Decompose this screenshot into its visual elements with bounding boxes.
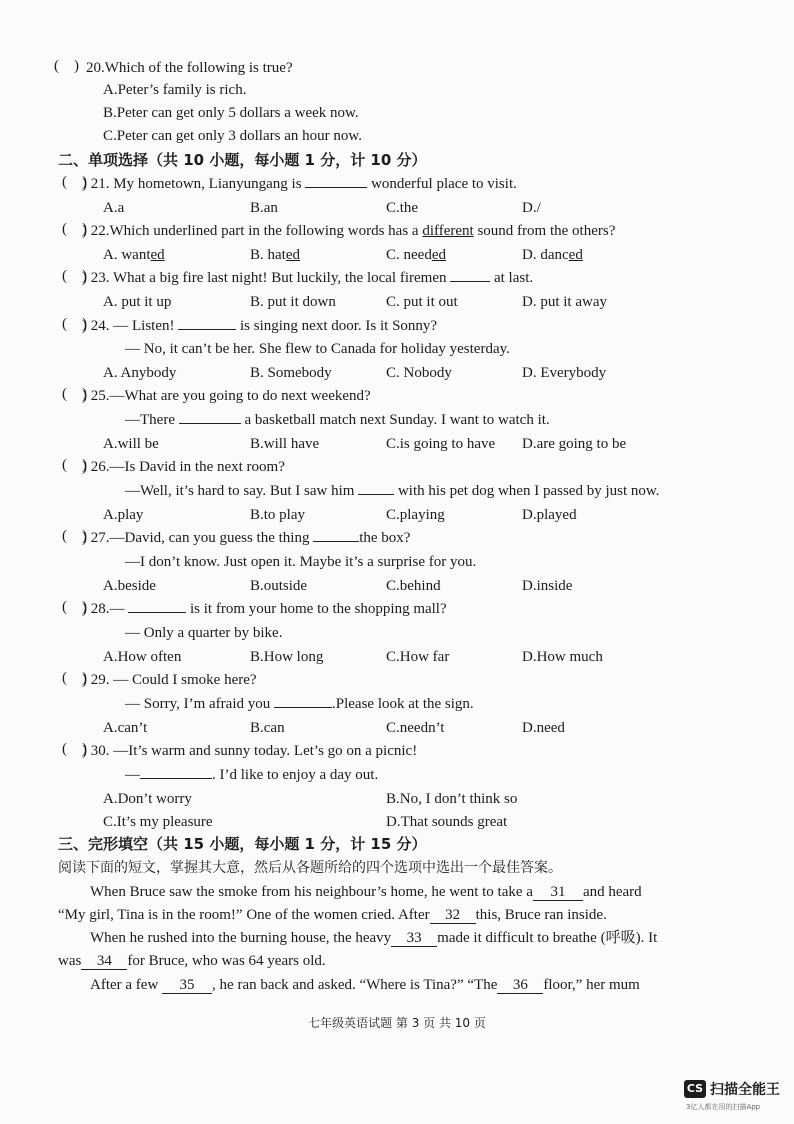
answer-blank [140,778,212,779]
answer-paren: ( ) [54,58,79,74]
q29-option-a: A.can’t [103,720,148,736]
q29-option-c: C.needn’t [386,720,445,736]
q23-option-c: C. put it out [386,294,458,310]
question-27-stem: ) 27.—David, can you guess the thing the box? [82,530,411,546]
blank-32: 32 [430,907,476,924]
passage-line-4: was 34 for Bruce, who was 64 years old. [58,953,326,969]
passage-line-3: When he rushed into the burning house, the heavy 33 made it difficult to breathe (呼吸). It [90,930,658,946]
blank-36: 36 [497,977,543,994]
q20-option-b: B.Peter can get only 5 dollars a week now. [103,105,359,121]
answer-paren: ( ) [62,386,87,402]
q23-option-a: A. put it up [103,294,172,310]
q27-option-d: D.inside [522,578,573,594]
question-30-stem: ) 30. —It’s warm and sunny today. Let’s go on a picnic! [82,743,418,759]
q24-option-a: A. Anybody [103,365,177,381]
q22-option-a: A. wanted [103,247,165,263]
answer-paren: ( ) [62,528,87,544]
question-29-reply: — Sorry, I’m afraid you .Please look at the sign. [125,696,474,712]
q30-option-c: C.It’s my pleasure [103,814,213,830]
q24-option-d: D. Everybody [522,365,607,381]
page-footer: 七年级英语试题 第 3 页 共 10 页 [308,1016,486,1030]
answer-paren: ( ) [62,221,87,237]
q23-option-b: B. put it down [250,294,336,310]
scanner-app-name: 扫描全能王 [710,1082,780,1098]
q27-option-b: B.outside [250,578,308,594]
answer-blank [178,329,236,330]
q30-option-b: B.No, I don’t think so [386,791,518,807]
answer-paren: ( ) [62,457,87,473]
q22-option-d: D. danced [522,247,583,263]
question-29-stem: ) 29. — Could I smoke here? [82,672,257,688]
q30-option-d: D.That sounds great [386,814,508,830]
q29-option-d: D.need [522,720,565,736]
question-24-reply: — No, it can’t be her. She flew to Canada for holiday yesterday. [125,341,510,357]
q30-option-a: A.Don’t worry [103,791,192,807]
q28-option-c: C.How far [386,649,450,665]
q22-option-c: C. needed [386,247,446,263]
q21-option-d: D./ [522,200,541,216]
question-25-stem: ) 25.—What are you going to do next weekend? [82,388,371,404]
q25-option-c: C.is going to have [386,436,496,452]
passage-line-2: “My girl, Tina is in the room!” One of the women cried. After 32 this, Bruce ran inside. [58,907,607,923]
question-22-stem: ) 22.Which underlined part in the following words has a different sound from the others? [82,223,616,239]
q28-option-a: A.How often [103,649,182,665]
q20-option-c: C.Peter can get only 3 dollars an hour now. [103,128,362,144]
q26-option-b: B.to play [250,507,305,523]
q28-option-b: B.How long [250,649,324,665]
q26-option-d: D.played [522,507,577,523]
answer-paren: ( ) [62,741,87,757]
q21-option-a: A.a [103,200,125,216]
q20-option-a: A.Peter’s family is rich. [103,82,247,98]
question-24-stem: ) 24. — Listen! is singing next door. Is it Sonny? [82,318,438,334]
q23-option-d: D. put it away [522,294,607,310]
q27-option-a: A.beside [103,578,156,594]
q28-option-d: D.How much [522,649,603,665]
q24-option-b: B. Somebody [250,365,332,381]
answer-paren: ( ) [62,268,87,284]
answer-blank [313,541,359,542]
q24-option-c: C. Nobody [386,365,452,381]
answer-paren: ( ) [62,316,87,332]
answer-paren: ( ) [62,670,87,686]
q26-option-a: A.play [103,507,144,523]
q25-option-d: D.are going to be [522,436,627,452]
passage-line-1: When Bruce saw the smoke from his neighbour’s home, he went to take a 31 and heard [90,884,642,900]
q22-option-b: B. hated [250,247,301,263]
cloze-instruction: 阅读下面的短文，掌握其大意，然后从各题所给的四个选项中选出一个最佳答案。 [58,860,562,876]
blank-31: 31 [533,884,583,901]
section-2-title: 二、单项选择（共 10 小题，每小题 1 分，计 10 分） [58,151,427,169]
q29-option-b: B.can [250,720,285,736]
section-3-title: 三、完形填空（共 15 小题，每小题 1 分，计 15 分） [58,835,427,853]
scanner-tagline: 3亿人都在用的扫描App [686,1103,761,1111]
answer-paren: ( ) [62,599,87,615]
question-26-stem: ) 26.—Is David in the next room? [82,459,285,475]
q21-option-b: B.an [250,200,278,216]
question-30-reply: — . I’d like to enjoy a day out. [125,767,379,783]
q21-option-c: C.the [386,200,419,216]
q26-option-c: C.playing [386,507,445,523]
blank-34: 34 [81,953,127,970]
question-20-stem: 20.Which of the following is true? [86,60,293,76]
blank-33: 33 [391,930,437,947]
question-27-reply: —I don’t know. Just open it. Maybe it’s a surprise for you. [125,554,477,570]
answer-blank [450,281,490,282]
scanner-logo-icon: CS [684,1080,706,1098]
q25-option-b: B.will have [250,436,320,452]
blank-35: 35 [162,977,212,994]
question-28-reply: — Only a quarter by bike. [125,625,283,641]
answer-blank [305,187,367,188]
answer-blank [179,423,241,424]
question-26-reply: —Well, it’s hard to say. But I saw him with his pet dog when I passed by just now. [125,483,660,499]
q27-option-c: C.behind [386,578,441,594]
answer-blank [274,707,332,708]
question-23-stem: ) 23. What a big fire last night! But luckily, the local firemen at last. [82,270,534,286]
passage-line-5: After a few 35 , he ran back and asked. “Where is Tina?” “The 36 floor,” her mum [90,977,640,993]
question-25-reply: —There a basketball match next Sunday. I want to watch it. [125,412,550,428]
question-21-stem: ) 21. My hometown, Lianyungang is wonderful place to visit. [82,176,517,192]
answer-blank [128,612,186,613]
question-28-stem: ) 28.— is it from your home to the shopping mall? [82,601,447,617]
answer-blank [358,494,394,495]
answer-paren: ( ) [62,174,87,190]
q25-option-a: A.will be [103,436,159,452]
